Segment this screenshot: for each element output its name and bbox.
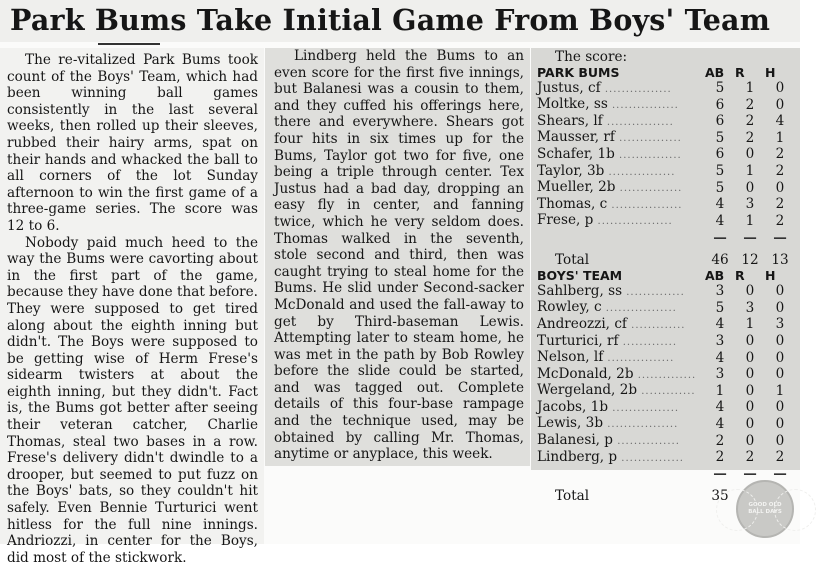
- article-column-2: [265, 48, 530, 466]
- player-row: [537, 334, 795, 351]
- r-cell: 0: [745, 382, 755, 399]
- player-row: [537, 213, 795, 230]
- r-header: R: [735, 268, 745, 284]
- spacer-cell: [537, 466, 705, 482]
- box-score-title: The score:: [555, 49, 628, 65]
- player-cell: [537, 180, 705, 197]
- player-cell: [537, 213, 705, 230]
- r-cell: 0: [745, 179, 755, 196]
- ab-cell: 4: [715, 196, 725, 213]
- h-dash: —: [773, 466, 787, 483]
- ab-cell: 6: [715, 113, 725, 130]
- h-cell: 0: [775, 366, 785, 383]
- h-cell: 0: [775, 80, 785, 97]
- ab-cell: 5: [715, 179, 725, 196]
- h-cell: 1: [775, 129, 785, 146]
- player-row: [537, 97, 795, 114]
- player-name: Mueller, 2b: [537, 179, 616, 196]
- player-row: [537, 180, 795, 197]
- r-cell: 1: [745, 80, 755, 97]
- player-cell: [537, 284, 705, 301]
- good-old-ball-days-logo: [736, 480, 794, 538]
- h-cell: 2: [775, 212, 785, 229]
- ab-cell: 3: [715, 366, 725, 383]
- leader-dots: ................: [603, 353, 675, 365]
- player-name: Rowley, c: [537, 299, 602, 316]
- leader-dots: ...............: [615, 183, 683, 195]
- h-cell: 0: [775, 299, 785, 316]
- ab-dash: —: [713, 466, 727, 483]
- ab-header: AB: [705, 268, 725, 284]
- table-header-row: [537, 65, 795, 81]
- player-row: [537, 284, 795, 301]
- dash-row: [537, 466, 795, 482]
- player-name: Jacobs, 1b: [537, 398, 609, 415]
- ab-cell: 6: [715, 146, 725, 163]
- r-cell: 0: [745, 415, 755, 432]
- r-cell: 2: [745, 129, 755, 146]
- r-cell: 0: [745, 399, 755, 416]
- r-cell: 3: [745, 299, 755, 316]
- ab-cell: 5: [715, 163, 725, 180]
- h-cell: 0: [775, 432, 785, 449]
- h-dash: —: [773, 229, 787, 246]
- player-cell: [537, 334, 705, 351]
- player-cell: [537, 97, 705, 114]
- player-cell: [537, 147, 705, 164]
- h-cell: 0: [775, 399, 785, 416]
- ab-cell: 2: [715, 449, 725, 466]
- h-cell: 2: [775, 163, 785, 180]
- player-row: [537, 317, 795, 334]
- total-label-cell: [537, 482, 705, 504]
- h-cell: 0: [775, 349, 785, 366]
- total-label: Total: [555, 251, 590, 268]
- r-cell: 2: [745, 113, 755, 130]
- headline-rule: [98, 43, 160, 45]
- r-cell: 0: [745, 432, 755, 449]
- h-cell: 1: [775, 382, 785, 399]
- r-cell: 0: [745, 333, 755, 349]
- h-cell: 3: [775, 316, 785, 333]
- player-row: [537, 164, 795, 181]
- spacer-cell: [537, 230, 705, 246]
- leader-dots: ..............: [633, 369, 697, 381]
- player-name: Taylor, 3b: [537, 162, 605, 179]
- ab-cell: 4: [715, 212, 725, 229]
- team-name: BOYS' TEAM: [537, 268, 623, 284]
- leader-dots: ...............: [614, 133, 682, 145]
- player-name: McDonald, 2b: [537, 365, 634, 382]
- leader-dots: .................: [607, 199, 683, 211]
- player-row: [537, 450, 795, 467]
- ab-cell: 3: [715, 283, 725, 300]
- player-name: Balanesi, p: [537, 432, 614, 449]
- player-row: [537, 350, 795, 367]
- leader-dots: ..............: [622, 286, 685, 298]
- table-header-row: [537, 268, 795, 284]
- player-cell: [537, 114, 705, 131]
- total-h: 13: [771, 251, 789, 268]
- leader-dots: .............: [637, 386, 696, 398]
- player-name: Mausser, rf: [537, 129, 615, 146]
- h-cell: 2: [775, 146, 785, 163]
- leader-dots: ................: [608, 402, 680, 414]
- player-cell: [537, 400, 705, 417]
- player-cell: [537, 81, 705, 98]
- player-cell: [537, 197, 705, 214]
- ab-cell: 5: [715, 299, 725, 316]
- leader-dots: .............: [626, 319, 686, 331]
- team-name: PARK BUMS: [537, 65, 620, 80]
- player-name: Moltke, ss: [537, 96, 608, 113]
- leader-dots: ...............: [614, 149, 682, 161]
- ab-cell: 2: [715, 432, 725, 449]
- player-name: Sahlberg, ss: [537, 282, 623, 299]
- r-cell: 0: [745, 366, 755, 383]
- player-name: Lewis, 3b: [537, 415, 604, 432]
- ab-cell: 4: [715, 349, 725, 366]
- player-row: [537, 416, 795, 433]
- leader-dots: .................: [601, 303, 677, 315]
- article-paragraph: Lindberg held the Bums to an even score for the first five innings, but Balanesi was a cousin to them, and they cuffed his offerings here, there and everywhere. Shears got four hits in six times up for the Bums, Taylor got two for five, one being a triple through center. Tex Justus had a bad day, dropping an easy fly in center, and fanning twice, which he very seldom does. Thomas walked in the seventh, stole second and third, then was caught trying to steal home for the Bums. He slid under Second-sacker McDonald and used the fall-away to get by Third-baseman Lewis. Attempting later to steam home, he was met in the path by Bob Rowley before the slide could be started, and was tagged out. Complete details of this four-base rampage and the technique used, may be obtained by calling Mr. Thomas, anytime or anyplace, this week.: [274, 48, 524, 463]
- player-cell: [537, 383, 705, 400]
- r-cell: 2: [745, 96, 755, 113]
- logo-text-top: GOOD OLD: [748, 502, 782, 508]
- ab-cell: 4: [715, 415, 725, 432]
- player-name: Nelson, lf: [537, 349, 604, 366]
- ab-cell: 6: [715, 96, 725, 113]
- leader-dots: .............: [618, 336, 678, 348]
- h-cell: 0: [775, 96, 785, 113]
- h-cell: 0: [775, 179, 785, 196]
- player-cell: [537, 317, 705, 334]
- ab-cell: 1: [715, 382, 725, 399]
- player-name: Andreozzi, cf: [537, 315, 627, 332]
- ab-cell: 5: [715, 80, 725, 97]
- h-header: H: [765, 268, 776, 284]
- ab-dash: —: [713, 229, 727, 246]
- r-cell: 1: [745, 163, 755, 180]
- logo-text-bottom: BALL DAYS: [748, 509, 782, 515]
- player-row: [537, 147, 795, 164]
- article-paragraph: The re-vitalized Park Bums took count of the Boys' Team, which had been winning ball games consistently in the last several weeks, then rolled up their sleeves, rubbed their hairy arms, spat on their hands and whacked the ball to all corners of the lot Sunday afternoon to win the first game of a three-game series. The score was 12 to 6.: [7, 52, 258, 234]
- player-name: Wergeland, 2b: [537, 382, 638, 399]
- player-cell: [537, 450, 705, 467]
- player-cell: [537, 433, 705, 450]
- player-name: Frese, p: [537, 212, 594, 229]
- player-cell: [537, 130, 705, 147]
- player-row: [537, 197, 795, 214]
- ab-cell: 4: [715, 399, 725, 416]
- r-cell: 0: [745, 283, 755, 300]
- r-header: R: [735, 65, 745, 80]
- player-row: [537, 130, 795, 147]
- r-dash: —: [743, 229, 757, 246]
- leader-dots: .................: [603, 419, 679, 431]
- leader-dots: ...............: [617, 452, 684, 464]
- leader-dots: ................: [607, 100, 679, 112]
- player-name: Lindberg, p: [537, 448, 618, 465]
- r-cell: 1: [745, 316, 755, 333]
- total-label-cell: [537, 246, 705, 268]
- r-cell: 0: [745, 349, 755, 366]
- ab-cell: 4: [715, 316, 725, 333]
- player-cell: [537, 416, 705, 433]
- total-label: Total: [555, 487, 590, 504]
- player-row: [537, 114, 795, 131]
- player-name: Shears, lf: [537, 112, 603, 129]
- player-cell: [537, 350, 705, 367]
- player-row: [537, 383, 795, 400]
- player-cell: [537, 300, 705, 317]
- r-cell: 1: [745, 212, 755, 229]
- leader-dots: ...............: [613, 436, 680, 448]
- total-ab: 46: [711, 251, 729, 268]
- player-cell: [537, 367, 705, 384]
- player-name: Justus, cf: [537, 79, 601, 96]
- player-cell: [537, 164, 705, 181]
- article-column-1: [0, 48, 264, 566]
- r-cell: 0: [745, 146, 755, 163]
- boys-team-table: [537, 268, 795, 504]
- leader-dots: ..................: [593, 216, 673, 228]
- h-cell: 2: [775, 196, 785, 213]
- headline: Park Bums Take Initial Game From Boys' Team: [0, 0, 800, 42]
- total-row: [537, 246, 795, 268]
- dash-row: [537, 230, 795, 246]
- leader-dots: ................: [602, 116, 674, 128]
- r-dash: —: [743, 466, 757, 483]
- r-cell: 2: [745, 449, 755, 466]
- leader-dots: ................: [604, 166, 676, 178]
- leader-dots: ................: [600, 83, 672, 95]
- r-cell: 3: [745, 196, 755, 213]
- h-cell: 2: [775, 449, 785, 466]
- player-name: Thomas, c: [537, 195, 608, 212]
- total-ab: 35: [711, 487, 729, 504]
- player-row: [537, 300, 795, 317]
- player-row: [537, 367, 795, 384]
- ab-cell: 3: [715, 333, 725, 349]
- box-score: [531, 48, 800, 504]
- park-bums-table: [537, 65, 795, 268]
- player-name: Turturici, rf: [537, 332, 619, 349]
- total-r: 12: [741, 251, 759, 268]
- article-paragraph: Nobody paid much heed to the way the Bums were cavorting about in the first part of the game, because they have done that before. They were supposed to get tired along about the eighth inning but didn't. The Boys were supposed to be getting wise of Herm Frese's sidearm twisters at about the eighth inning, but they didn't. Fact is, the Bums got better after seeing their veteran catcher, Charlie Thomas, steal two bases in a row. Frese's delivery didn't dwindle to a drooper, but seemed to put fuzz on the Boys' bats, so they couldn't hit safely. Even Bennie Turturici went hitless for the full nine innings. Andriozzi, in center for the Boys, did most of the stickwork.: [7, 234, 258, 566]
- player-row: [537, 81, 795, 98]
- ab-cell: 5: [715, 129, 725, 146]
- player-name: Schafer, 1b: [537, 145, 615, 162]
- h-header: H: [765, 65, 776, 80]
- h-cell: 4: [775, 113, 785, 130]
- player-row: [537, 400, 795, 417]
- h-cell: 0: [775, 283, 785, 300]
- h-cell: 0: [775, 415, 785, 432]
- h-cell: 0: [775, 333, 785, 349]
- ab-header: AB: [705, 65, 725, 80]
- player-row: [537, 433, 795, 450]
